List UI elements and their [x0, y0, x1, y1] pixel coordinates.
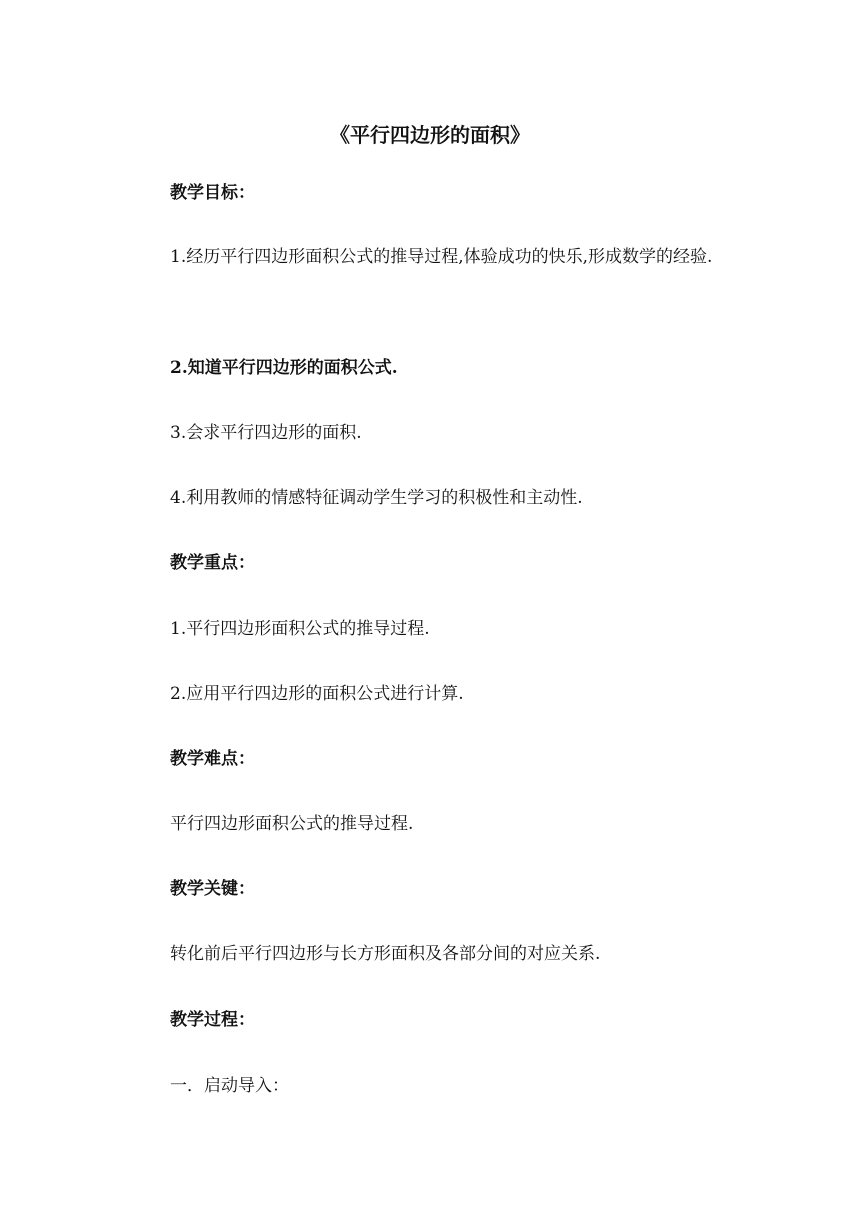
process-heading: 教学过程：	[170, 1010, 255, 1030]
key-points-heading: 教学重点：	[170, 553, 255, 573]
objective-item-4: 4.利用教师的情感特征调动学生学习的积极性和主动性.	[170, 488, 583, 508]
difficulty-heading: 教学难点：	[170, 749, 255, 769]
objectives-heading: 教学目标：	[170, 183, 255, 203]
objective-item-1: 1.经历平行四边形面积公式的推导过程,体验成功的快乐,形成数学的经验.	[170, 247, 713, 267]
objective-item-2: 2.知道平行四边形的面积公式.	[170, 358, 398, 378]
key-point-item-1: 1.平行四边形面积公式的推导过程.	[170, 619, 430, 639]
document-title: 《平行四边形的面积》	[330, 123, 530, 147]
objective-item-3: 3.会求平行四边形的面积.	[170, 423, 362, 443]
difficulty-text: 平行四边形面积公式的推导过程.	[170, 814, 414, 834]
process-step-1: 一．启动导入：	[170, 1076, 289, 1096]
key-text: 转化前后平行四边形与长方形面积及各部分间的对应关系.	[170, 944, 601, 964]
key-heading: 教学关键：	[170, 879, 255, 899]
key-point-item-2: 2.应用平行四边形的面积公式进行计算.	[170, 684, 464, 704]
